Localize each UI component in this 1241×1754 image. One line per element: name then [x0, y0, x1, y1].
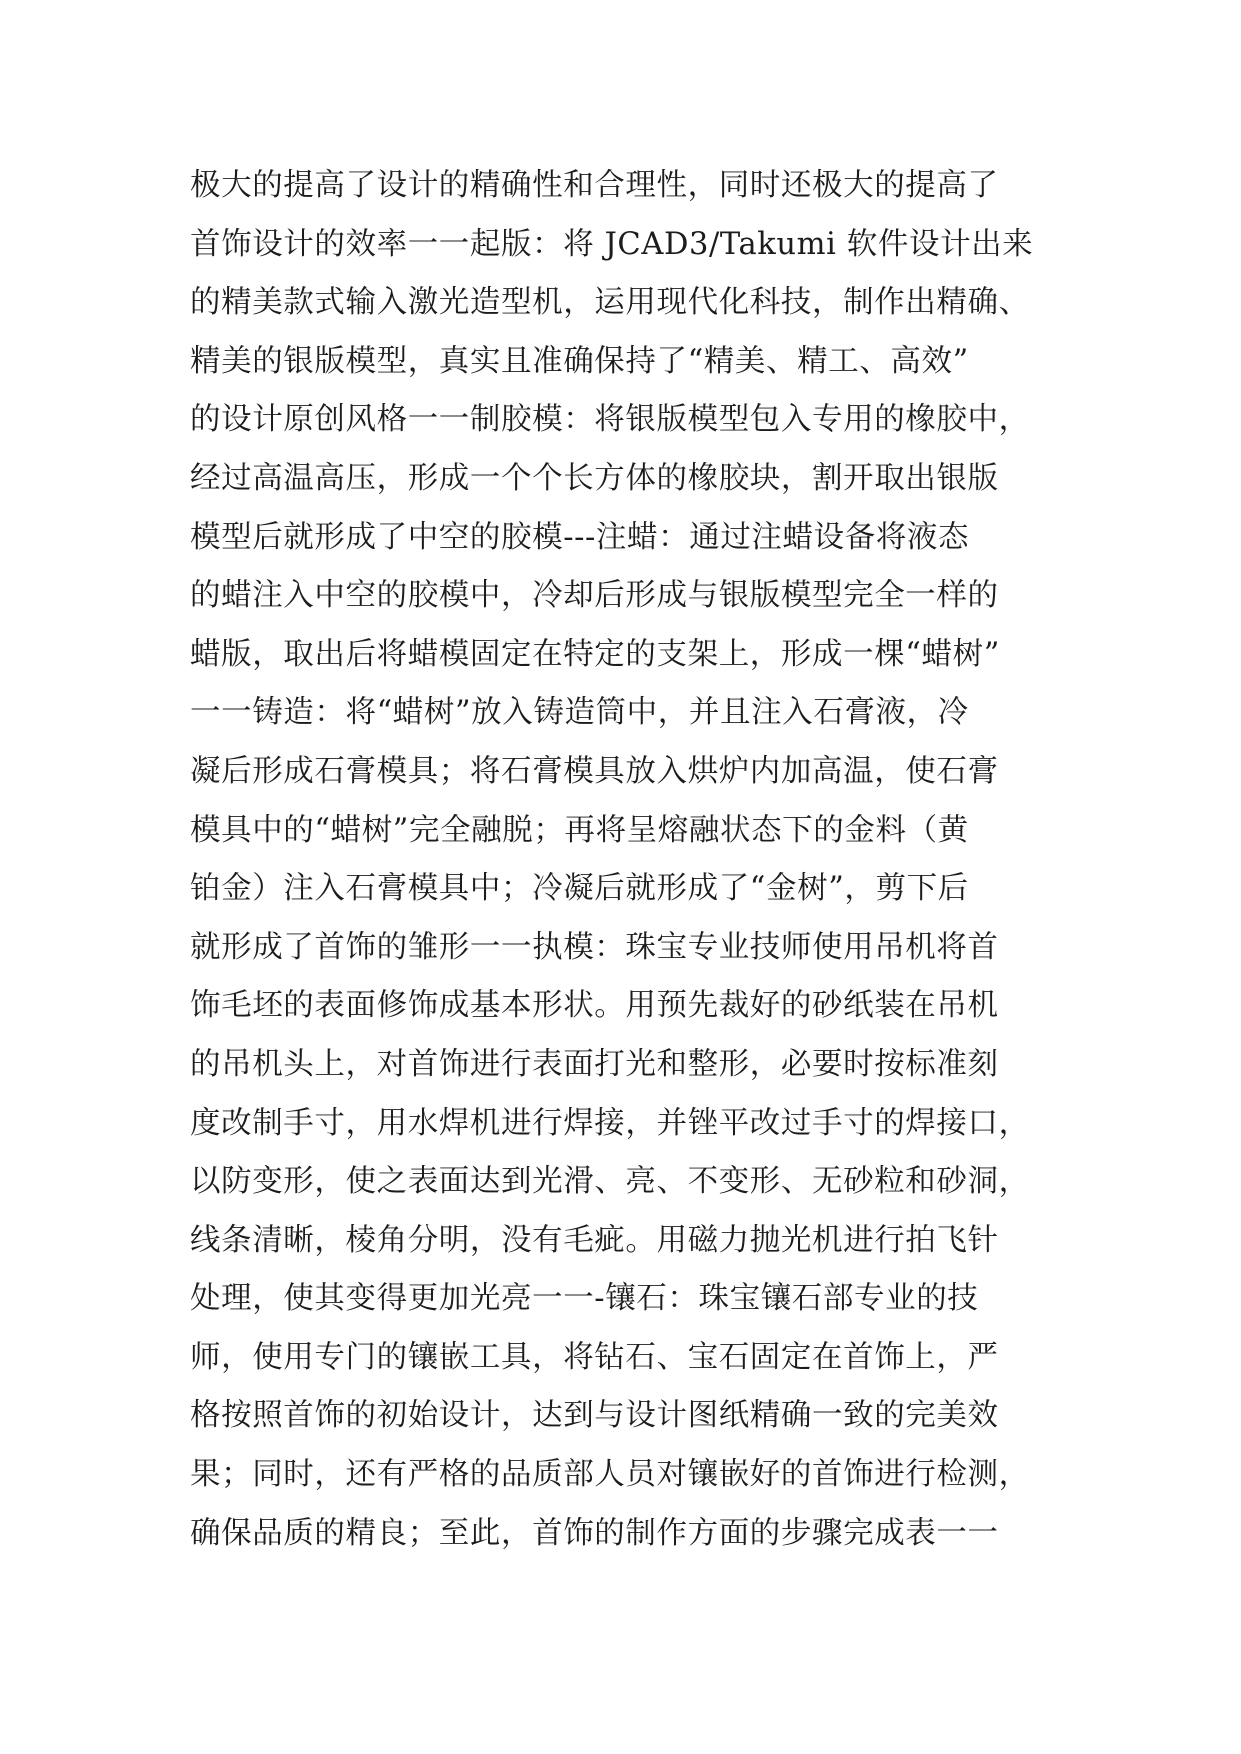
text-line: 确保品质的精良；至此，首饰的制作方面的步骤完成表一一	[190, 1515, 999, 1551]
text-line: 度改制手寸，用水焊机进行焊接，并锉平改过手寸的焊接口，	[190, 1105, 1030, 1141]
text-line: 精美的银版模型，真实且准确保持了“精美、精工、高效”	[190, 343, 969, 379]
text-line: 极大的提高了设计的精确性和合理性，同时还极大的提高了	[190, 168, 999, 203]
text-line: 就形成了首饰的雏形一一执模：珠宝专业技师使用吊机将首	[190, 929, 999, 965]
text-line: 饰毛坯的表面修饰成基本形状。用预先裁好的砂纸装在吊机	[190, 988, 999, 1024]
text-line: 格按照首饰的初始设计，达到与设计图纸精确一致的完美效	[190, 1398, 999, 1434]
text-line: 铂金）注入石膏模具中；冷凝后就形成了“金树”，剪下后	[190, 871, 969, 907]
text-line: 一一铸造：将“蜡树”放入铸造筒中，并且注入石膏液，冷	[190, 695, 969, 731]
text-line: 果；同时，还有严格的品质部人员对镶嵌好的首饰进行检测，	[190, 1457, 1030, 1493]
text-line: 模具中的“蜡树”完全融脱；再将呈熔融状态下的金料（黄	[190, 812, 969, 848]
text-line: 凝后形成石膏模具；将石膏模具放入烘炉内加高温，使石膏	[190, 753, 999, 789]
text-line: 线条清晰，棱角分明，没有毛疵。用磁力抛光机进行拍飞针	[190, 1222, 999, 1258]
text-line: 的设计原创风格一一制胶模：将银版模型包入专用的橡胶中，	[190, 402, 1030, 438]
text-line: 首饰设计的效率一一起版：将 JCAD3/Takumi 软件设计出来	[190, 226, 1034, 262]
text-line: 师，使用专门的镶嵌工具，将钻石、宝石固定在首饰上，严	[190, 1339, 999, 1375]
text-line: 的精美款式输入激光造型机，运用现代化科技，制作出精确、	[190, 285, 1030, 321]
body-paragraph	[190, 157, 1050, 1563]
text-line: 蜡版，取出后将蜡模固定在特定的支架上，形成一棵“蜡树”	[190, 636, 1000, 672]
text-line: 模型后就形成了中空的胶模---注蜡：通过注蜡设备将液态	[190, 519, 970, 555]
text-line: 经过高温高压，形成一个个长方体的橡胶块，割开取出银版	[190, 460, 999, 496]
text-line: 的吊机头上，对首饰进行表面打光和整形，必要时按标准刻	[190, 1046, 999, 1082]
text-line: 以防变形，使之表面达到光滑、亮、不变形、无砂粒和砂洞，	[190, 1164, 1030, 1200]
text-line: 的蜡注入中空的胶模中，冷却后形成与银版模型完全一样的	[190, 578, 999, 614]
text-line: 处理，使其变得更加光亮一一-镶石：珠宝镶石部专业的技	[190, 1281, 979, 1317]
